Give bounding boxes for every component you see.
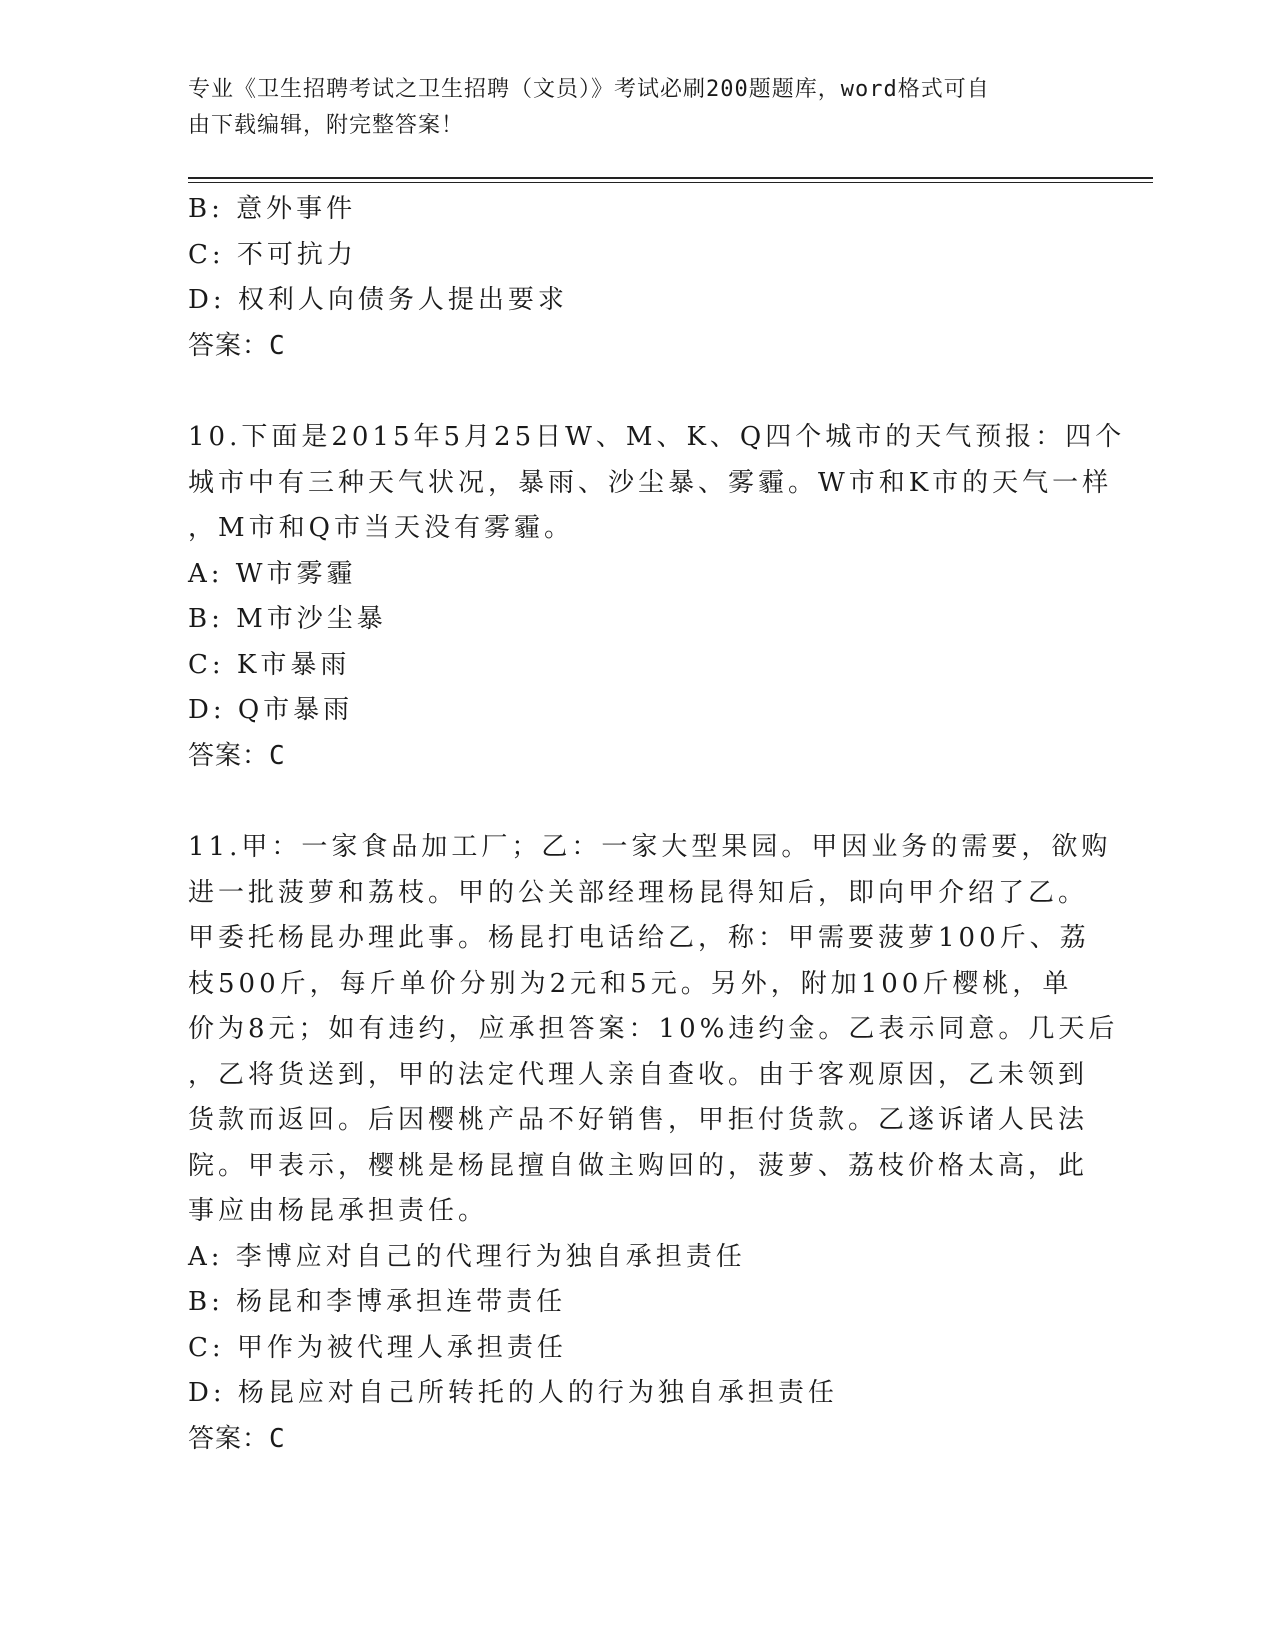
spacer — [188, 369, 1088, 415]
question-text-line: 院。甲表示，樱桃是杨昆擅自做主购回的，菠萝、荔枝价格太高，此 — [188, 1150, 1089, 1181]
question-text-line: 进一批菠萝和荔枝。甲的公关部经理杨昆得知后，即向甲介绍了乙。 — [188, 877, 1089, 908]
option-c: C: 不可抗力 — [188, 239, 357, 270]
header-divider-thick — [188, 177, 1153, 179]
header-line-1: 专业《卫生招聘考试之卫生招聘（文员）》考试必刷200题题库，word格式可自 — [188, 77, 990, 102]
question-text-line: 10.下面是2015年5月25日W、M、K、Q四个城市的天气预报：四个 — [188, 422, 1126, 452]
question-text-line: ，M市和Q市当天没有雾霾。 — [188, 513, 574, 543]
question-10 — [188, 415, 1126, 779]
question-11 — [188, 825, 1119, 1462]
option-b: B: 意外事件 — [188, 194, 357, 224]
question-text-line: 甲委托杨昆办理此事。杨昆打电话给乙，称：甲需要菠萝100斤、荔 — [188, 923, 1090, 953]
question-text-line: 价为8元；如有违约，应承担答案：10%违约金。乙表示同意。几天后 — [188, 1014, 1119, 1044]
option-d: D: 权利人向债务人提出要求 — [188, 285, 568, 315]
header-line-2: 由下载编辑，附完整答案！ — [188, 113, 465, 138]
question-text-line: ，乙将货送到，甲的法定代理人亲自查收。由于客观原因，乙未领到 — [188, 1059, 1089, 1090]
option-a: A: 李博应对自己的代理行为独自承担责任 — [188, 1241, 746, 1272]
answer: 答案：C — [188, 740, 286, 771]
answer: 答案：C — [188, 1423, 286, 1454]
option-a: A: W市雾霾 — [188, 558, 357, 589]
document-body — [188, 187, 1126, 1462]
option-d: D: 杨昆应对自己所转托的人的行为独自承担责任 — [188, 1378, 838, 1408]
question-9 — [188, 187, 1088, 369]
question-text-line: 货款而返回。后因樱桃产品不好销售，甲拒付货款。乙遂诉诸人民法 — [188, 1105, 1089, 1135]
header-divider-thin — [188, 182, 1153, 183]
question-text-line: 11.甲：一家食品加工厂；乙：一家大型果园。甲因业务的需要，欲购 — [188, 832, 1112, 862]
question-text-line: 城市中有三种天气状况，暴雨、沙尘暴、雾霾。W市和K市的天气一样 — [188, 467, 1113, 498]
question-text-line: 枝500斤，每斤单价分别为2元和5元。另外，附加100斤樱桃，单 — [188, 968, 1073, 999]
option-c: C: K市暴雨 — [188, 649, 351, 680]
option-b: B: M市沙尘暴 — [188, 604, 387, 634]
question-text-line: 事应由杨昆承担责任。 — [188, 1196, 489, 1226]
option-c: C: 甲作为被代理人承担责任 — [188, 1332, 567, 1363]
answer: 答案：C — [188, 330, 286, 361]
option-b: B: 杨昆和李博承担连带责任 — [188, 1287, 567, 1317]
spacer — [188, 779, 1088, 825]
document-header — [188, 72, 1088, 144]
option-d: D: Q市暴雨 — [188, 695, 354, 725]
